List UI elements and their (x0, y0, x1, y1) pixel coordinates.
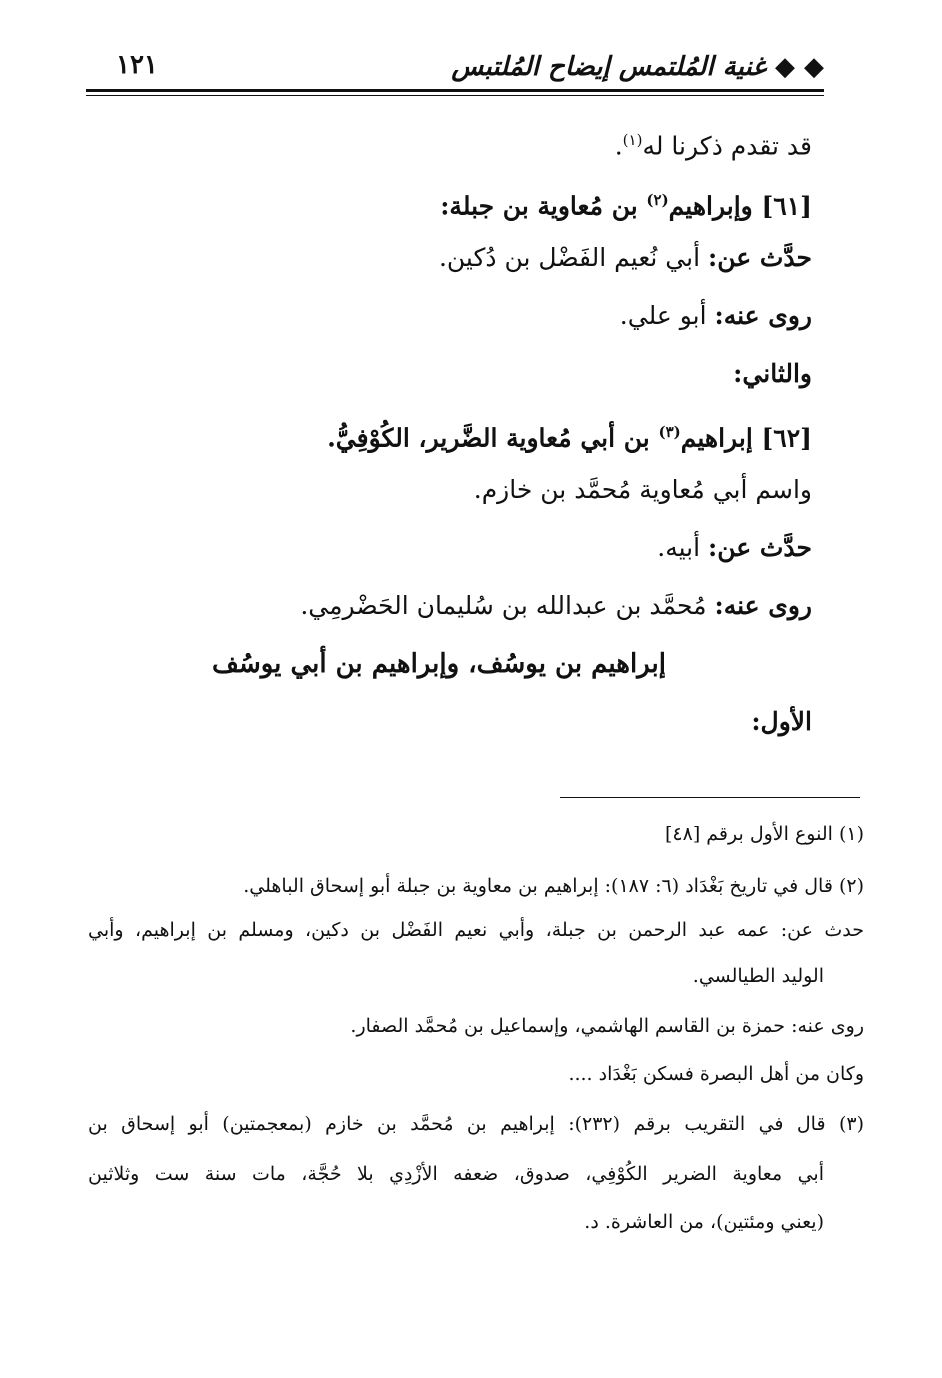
intro-text: قد تقدم ذكرنا له (642, 131, 812, 161)
entry-62-name: [٦٢] إبراهيم (680, 423, 812, 453)
section-heading: إبراهيم بن يوسُف، وإبراهيم بن أبي يوسُف (212, 649, 666, 679)
footnote-2-line-4: روى عنه: حمزة بن القاسم الهاشمي، وإسماعيل بن مُحمَّد الصفار. (350, 1015, 864, 1037)
narrated-by-text: أبو علي. (619, 301, 715, 330)
footnote-3-line-3: (يعني ومئتين)، من العاشرة. د. (584, 1211, 824, 1233)
narrated-from-text: أبي نُعيم الفَضْل بن دُكين. (438, 243, 708, 272)
page-header (88, 48, 824, 86)
narrated-by-label: روى عنه: (714, 301, 812, 330)
narrated-by-label: روى عنه: (714, 591, 812, 620)
narrated-from-label: حدَّث عن: (708, 243, 812, 272)
entry-62-father-name: واسم أبي مُعاوية مُحمَّد بن خازم. (473, 475, 812, 504)
entry-62-narrated-by (300, 588, 812, 624)
header-rule-thick (86, 89, 824, 92)
intro-end: . (614, 131, 623, 161)
entry-62-narrated-from (657, 530, 812, 566)
footnote-ref: (٣) (658, 423, 681, 441)
entry-62-lineage: بن أبي مُعاوية الضَّرير، الكُوْفِيُّ. (327, 423, 659, 453)
narrated-from-text: أبيه. (657, 533, 708, 562)
first-label: الأول: (751, 707, 812, 736)
entry-62-heading (327, 414, 812, 456)
footnote-1: (١) النوع الأول برقم [٤٨] (664, 823, 864, 845)
entry-61-narrated-from (439, 240, 812, 276)
narrated-by-text: مُحمَّد بن عبدالله بن سُليمان الحَضْرمِي. (300, 591, 715, 620)
narrated-from-label: حدَّث عن: (708, 533, 812, 562)
page-number: ١٢١ (116, 50, 158, 80)
entry-61-name: [٦١] وإبراهيم (668, 191, 812, 221)
footnote-3-line-1: (٣) قال في التقريب برقم (٢٣٢): إبراهيم بن مُحمَّد بن خازم (بمعجمتين) أبو إسحاق بن (88, 1113, 864, 1135)
footnote-2-line-2: حدث عن: عمه عبد الرحمن بن جبلة، وأبي نعيم الفَضْل بن دكين، ومسلم بن إبراهيم، وأبي (88, 919, 864, 941)
footnote-2-line-3: الوليد الطيالسي. (692, 965, 824, 987)
second-label: والثاني: (733, 359, 812, 388)
footnote-2-line-5: وكان من أهل البصرة فسكن بَغْدَاد .... (568, 1063, 864, 1085)
footnote-separator (560, 797, 860, 798)
footnote-ref: (١) (622, 131, 643, 149)
running-title: ◆ ◆ غنية المُلتمس إيضاح المُلتبس (451, 52, 824, 82)
entry-61-narrated-by (620, 298, 812, 334)
header-rule-thin (86, 95, 824, 96)
footnote-3-line-2: أبي معاوية الضرير الكُوْفِي، صدوق، ضعفه الأزْدِي بلا حُجَّة، مات سنة ست وثلاثين (88, 1163, 824, 1185)
text-line-intro (615, 122, 812, 164)
entry-61-heading (440, 182, 812, 224)
entry-61-lineage: بن مُعاوية بن جبلة: (440, 191, 647, 221)
footnote-2-line-1: (٢) قال في تاريخ بَغْدَاد (٦: ١٨٧): إبراهيم بن معاوية بن جبلة أبو إسحاق الباهلي. (243, 875, 864, 897)
footnote-ref: (٢) (646, 191, 669, 209)
